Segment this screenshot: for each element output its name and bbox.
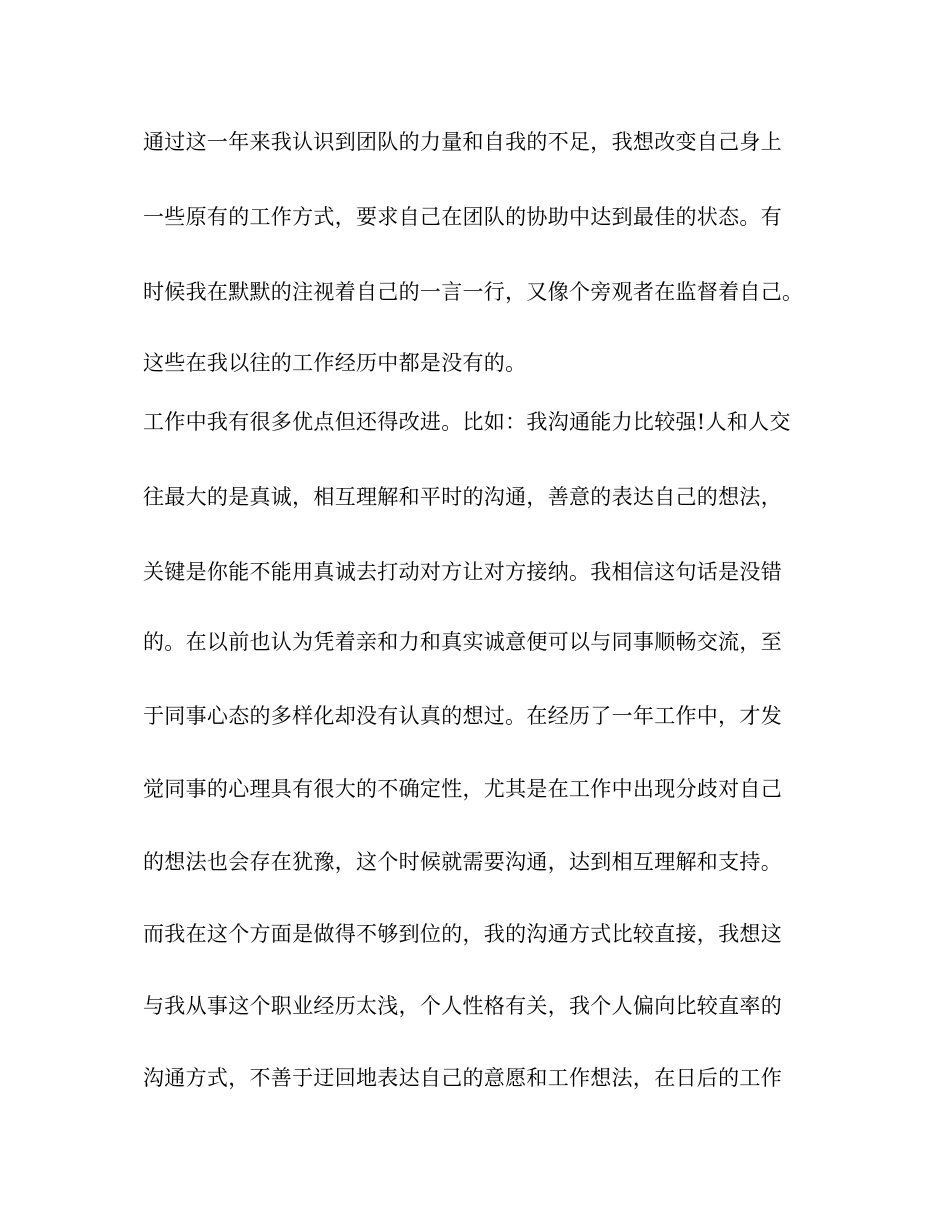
paragraph-line: 与我从事这个职业经历太浅，个人性格有关，我个人偏向比较直率的 <box>143 994 782 1018</box>
paragraph-line: 一些原有的工作方式，要求自己在团队的协助中达到最佳的状态。有 <box>143 205 782 229</box>
paragraph-line: 这些在我以往的工作经历中都是没有的。 <box>143 351 527 375</box>
paragraph-line: 往最大的是真诚，相互理解和平时的沟通，善意的表达自己的想法， <box>143 485 782 509</box>
paragraph-line: 关键是你能不能用真诚去打动对方让对方接纳。我相信这句话是没错 <box>143 560 782 584</box>
paragraph-line: 于同事心态的多样化却没有认真的想过。在经历了一年工作中，才发 <box>143 704 782 728</box>
paragraph-line: 工作中我有很多优点但还得改进。比如：我沟通能力比较强!人和人交 <box>143 410 791 434</box>
paragraph-line: 的想法也会存在犹豫，这个时候就需要沟通，达到相互理解和支持。 <box>143 850 782 874</box>
paragraph-line: 通过这一年来我认识到团队的力量和自我的不足，我想改变自己身上 <box>143 130 782 154</box>
paragraph-line: 而我在这个方面是做得不够到位的，我的沟通方式比较直接，我想这 <box>143 922 782 946</box>
paragraph-line: 时候我在默默的注视着自己的一言一行，又像个旁观者在监督着自己。 <box>143 280 804 304</box>
paragraph-line: 沟通方式，不善于迂回地表达自己的意愿和工作想法，在日后的工作 <box>143 1066 782 1090</box>
paragraph-line: 觉同事的心理具有很大的不确定性，尤其是在工作中出现分歧对自己 <box>143 777 782 801</box>
paragraph-line: 的。在以前也认为凭着亲和力和真实诚意便可以与同事顺畅交流，至 <box>143 630 782 654</box>
